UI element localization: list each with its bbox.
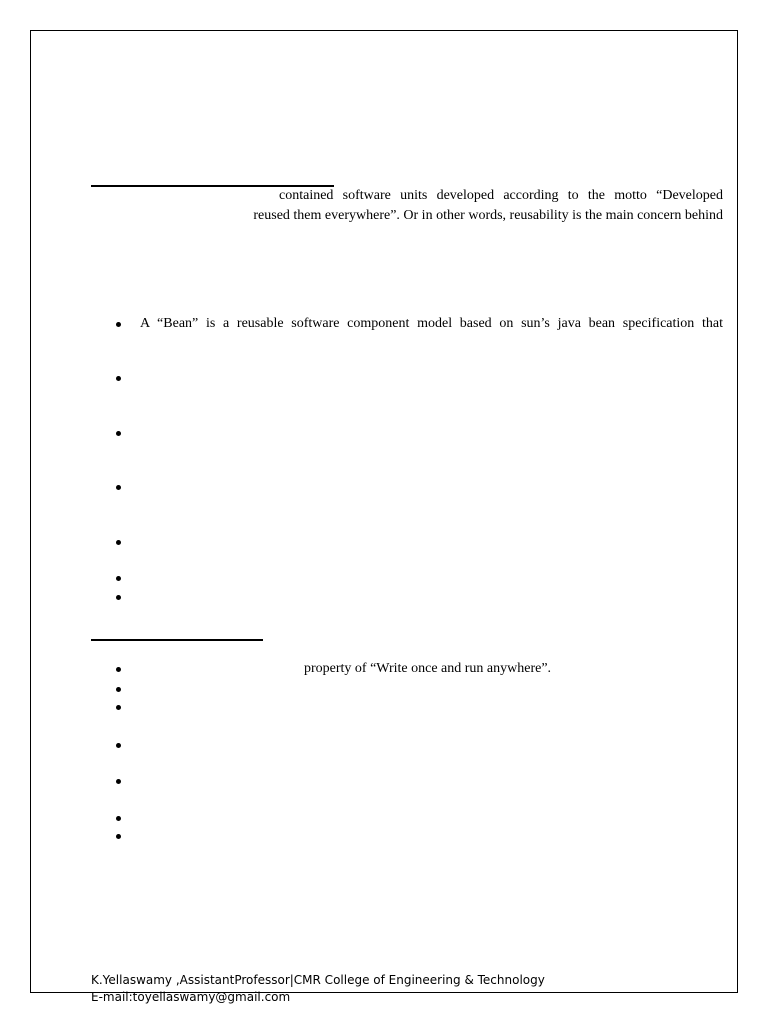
heading-underline (91, 185, 334, 187)
footer-author: K.Yellaswamy ,AssistantProfessor|CMR College of Engineering & Technology (91, 973, 545, 987)
heading-underline (91, 639, 263, 641)
list-item: property of “Write once and run anywhere”. (304, 661, 552, 676)
list-item: A “Bean” is a reusable software component model based on sun’s java bean specification that (140, 316, 723, 331)
bullet-dot (116, 743, 121, 748)
bullet-dot (116, 667, 121, 672)
bullet-dot (116, 431, 121, 436)
bullet-dot (116, 687, 121, 692)
intro-line-1: contained software units developed according to the motto “Developed (279, 188, 723, 203)
bullet-dot (116, 816, 121, 821)
bullet-dot (116, 834, 121, 839)
bullet-dot (116, 576, 121, 581)
bullet-dot (116, 595, 121, 600)
bullet-dot (116, 485, 121, 490)
intro-line-2: reused them everywhere”. Or in other words, reusability is the main concern behind (253, 208, 723, 223)
bullet-dot (116, 540, 121, 545)
bullet-dot (116, 322, 121, 327)
bullet-dot (116, 705, 121, 710)
footer-email: E-mail:toyellaswamy@gmail.com (91, 990, 291, 1004)
page-border (30, 30, 738, 993)
bullet-dot (116, 376, 121, 381)
bullet-dot (116, 779, 121, 784)
